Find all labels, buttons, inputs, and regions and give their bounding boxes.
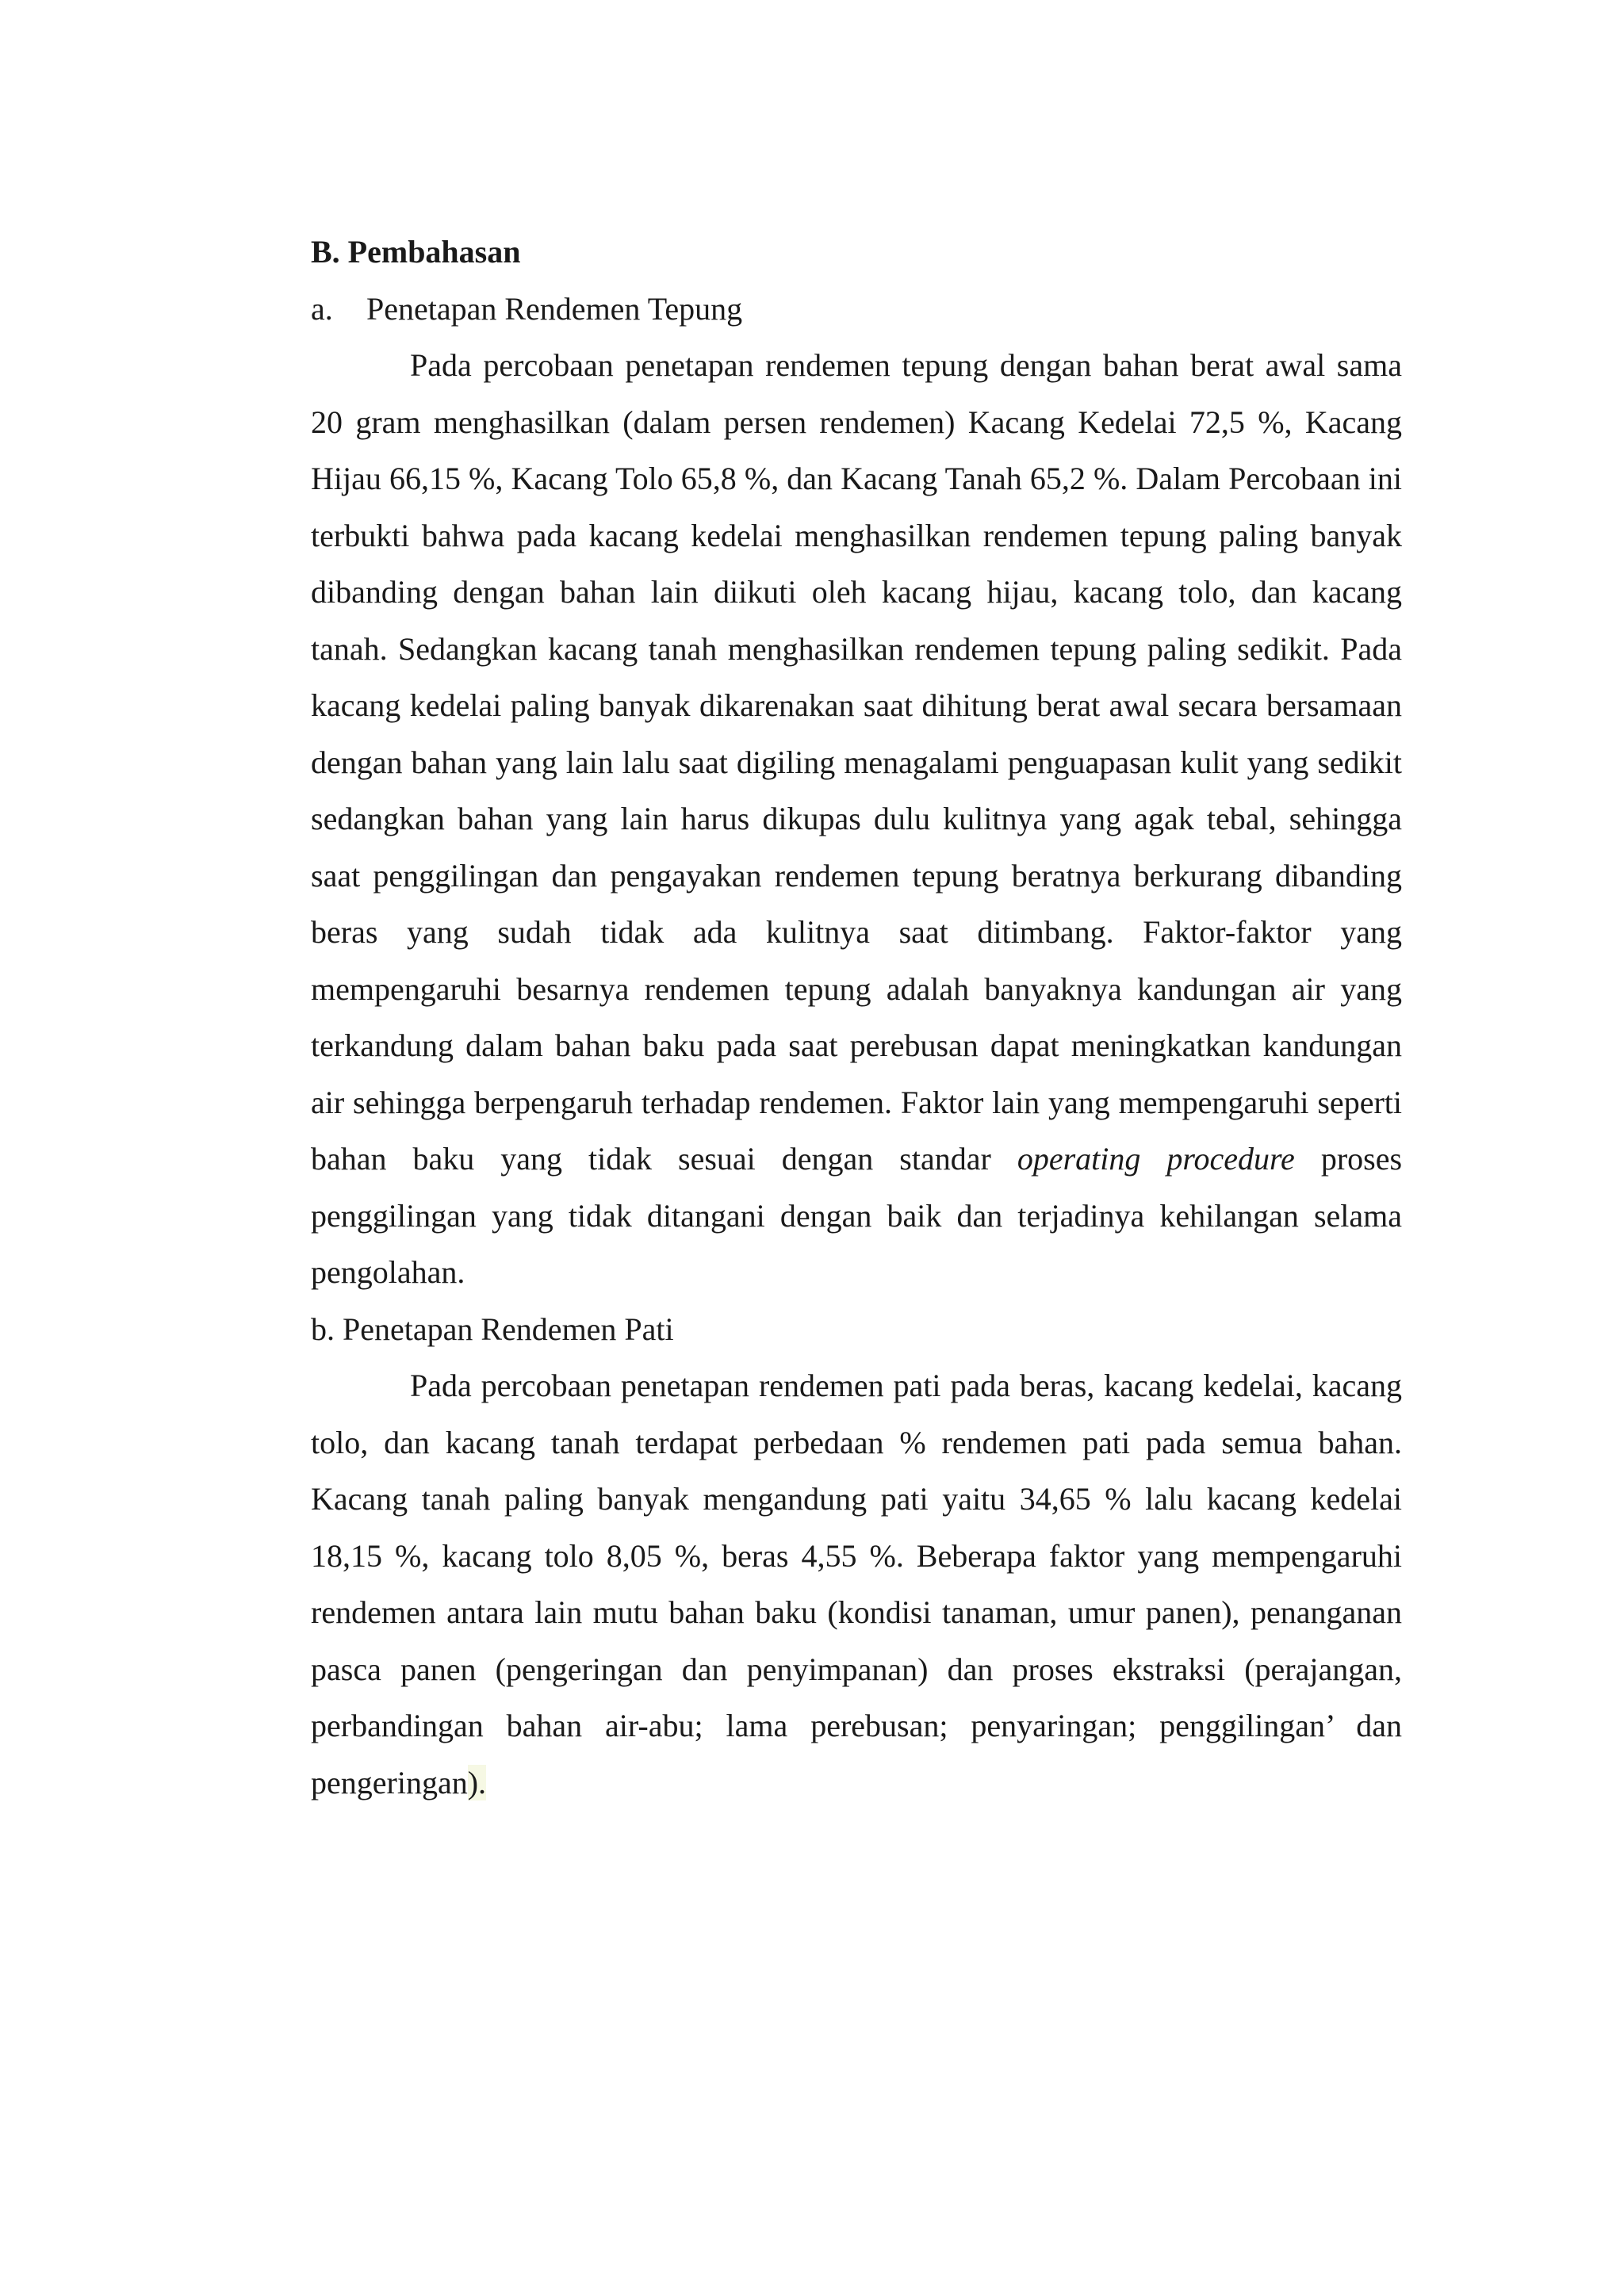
section-heading: B. Pembahasan [311,234,521,270]
highlighted-text-end: ). [467,1764,487,1800]
document-body [311,224,1402,1811]
subsection-a-paragraph [311,337,1402,1301]
subsection-a-italic-term: operating procedure [1017,1141,1295,1177]
subsection-b-title: Penetapan Rendemen Pati [343,1311,674,1347]
subsection-a-text-part2: proses penggilingan yang tidak ditangani dengan baik dan terjadinya kehilangan selama pengolahan. [311,1141,1403,1290]
subsection-a-title: Penetapan Rendemen Tepung [366,290,743,327]
subsection-b-heading [311,1301,1402,1358]
subsection-b-text: Pada percobaan penetapan rendemen pati pada beras, kacang kedelai, kacang tolo, dan kacang tanah terdapat perbedaan % rendemen pati pada semua bahan. Kacang tanah paling banyak mengandung pati yaitu 34,65 % lalu kacang kedelai 18,15 %, kacang tolo 8,05 %, beras 4,55 %. Beberapa faktor yang mempengaruhi rendemen antara lain mutu bahan baku (kondisi tanaman, umur panen), penanganan pasca panen (pengeringan dan penyimpanan) dan proses ekstraksi (perajangan, perbandingan bahan air-abu; lama perebusan; penyaringan; penggilingan’ dan pengeringan [311,1368,1402,1800]
subsection-a-marker: a. [311,290,333,327]
subsection-b-paragraph [311,1357,1402,1811]
subsection-b-marker: b. [311,1311,335,1347]
subsection-a-text-part1: Pada percobaan penetapan rendemen tepung dengan bahan berat awal sama 20 gram menghasilkan (dalam persen rendemen) Kacang Kedelai 72,5 %, Kacang Hijau 66,15 %, Kacang Tolo 65,8 %, dan Kacang Tanah 65,2 %. Dalam Percobaan ini terbukti bahwa pada kacang kedelai menghasilkan rendemen tepung paling banyak dibanding dengan bahan lain diikuti oleh kacang hijau, kacang tolo, dan kacang tanah. Sedangkan kacang tanah menghasilkan rendemen tepung paling sedikit. Pada kacang kedelai paling banyak dikarenakan saat dihitung berat awal secara bersamaan dengan bahan yang lain lalu saat digiling menagalami penguapasan kulit yang sedikit sedangkan bahan yang lain harus dikupas dulu kulitnya yang agak tebal, sehingga saat penggilingan dan pengayakan rendemen tepung beratnya berkurang dibanding beras yang sudah tidak ada kulitnya saat ditimbang. Faktor-faktor yang mempengaruhi besarnya rendemen tepung adalah banyaknya kandungan air yang terkandung dalam bahan baku pada saat perebusan dapat meningkatkan kandungan air sehingga berpengaruh terhadap rendemen. Faktor lain yang mempengaruhi seperti bahan baku yang tidak sesuai dengan standar [311,347,1402,1177]
subsection-a-heading [311,281,1402,338]
